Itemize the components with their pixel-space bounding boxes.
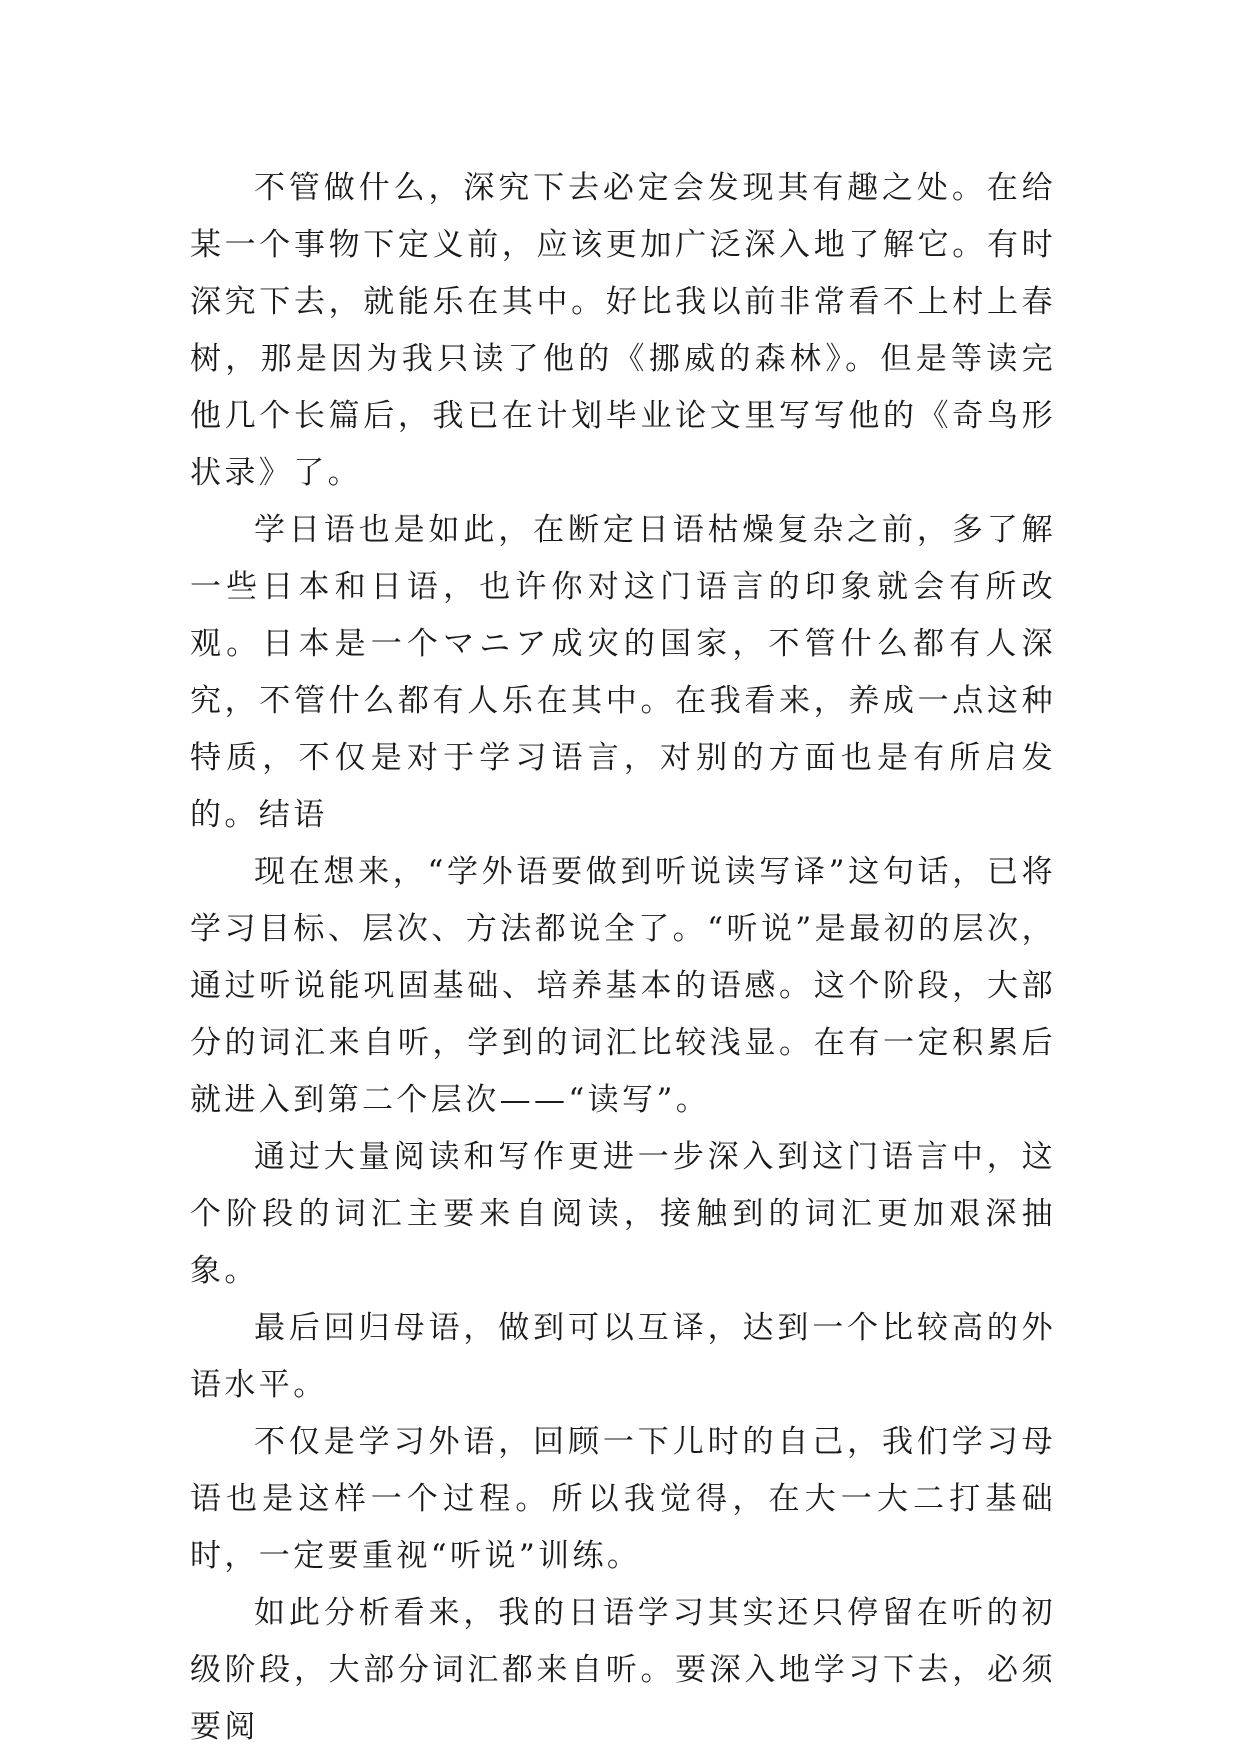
paragraph: 现在想来，“学外语要做到听说读写译”这句话，已将学习目标、层次、方法都说全了。“听说”是最初的层次，通过听说能巩固基础、培养基本的语感。这个阶段，大部分的词汇来自听，学到的词汇比较浅显。在有一定积累后就进入到第二个层次——“读写”。 xyxy=(190,854,1056,1118)
paragraph: 学日语也是如此，在断定日语枯燥复杂之前，多了解一些日本和日语，也许你对这门语言的印象就会有所改观。日本是一个マニア成灾的国家，不管什么都有人深究，不管什么都有人乐在其中。在我看来，养成一点这种特质，不仅是对于学习语言，对别的方面也是有所启发的。结语 xyxy=(190,512,1056,833)
paragraph: 通过大量阅读和写作更进一步深入到这门语言中，这个阶段的词汇主要来自阅读，接触到的词汇更加艰深抽象。 xyxy=(190,1139,1056,1289)
paragraph: 不仅是学习外语，回顾一下儿时的自己，我们学习母语也是这样一个过程。所以我觉得，在大一大二打基础时，一定要重视“听说”训练。 xyxy=(190,1424,1056,1574)
paragraph: 如此分析看来，我的日语学习其实还只停留在听的初级阶段，大部分词汇都来自听。要深入地学习下去，必须要阅 xyxy=(190,1595,1056,1745)
paragraph: 不管做什么，深究下去必定会发现其有趣之处。在给某一个事物下定义前，应该更加广泛深入地了解它。有时深究下去，就能乐在其中。好比我以前非常看不上村上春树，那是因为我只读了他的《挪威的森林》。但是等读完他几个长篇后，我已在计划毕业论文里写写他的《奇鸟形状录》了。 xyxy=(190,170,1056,491)
document-body xyxy=(190,160,1056,1756)
paragraph: 最后回归母语，做到可以互译，达到一个比较高的外语水平。 xyxy=(190,1310,1056,1403)
